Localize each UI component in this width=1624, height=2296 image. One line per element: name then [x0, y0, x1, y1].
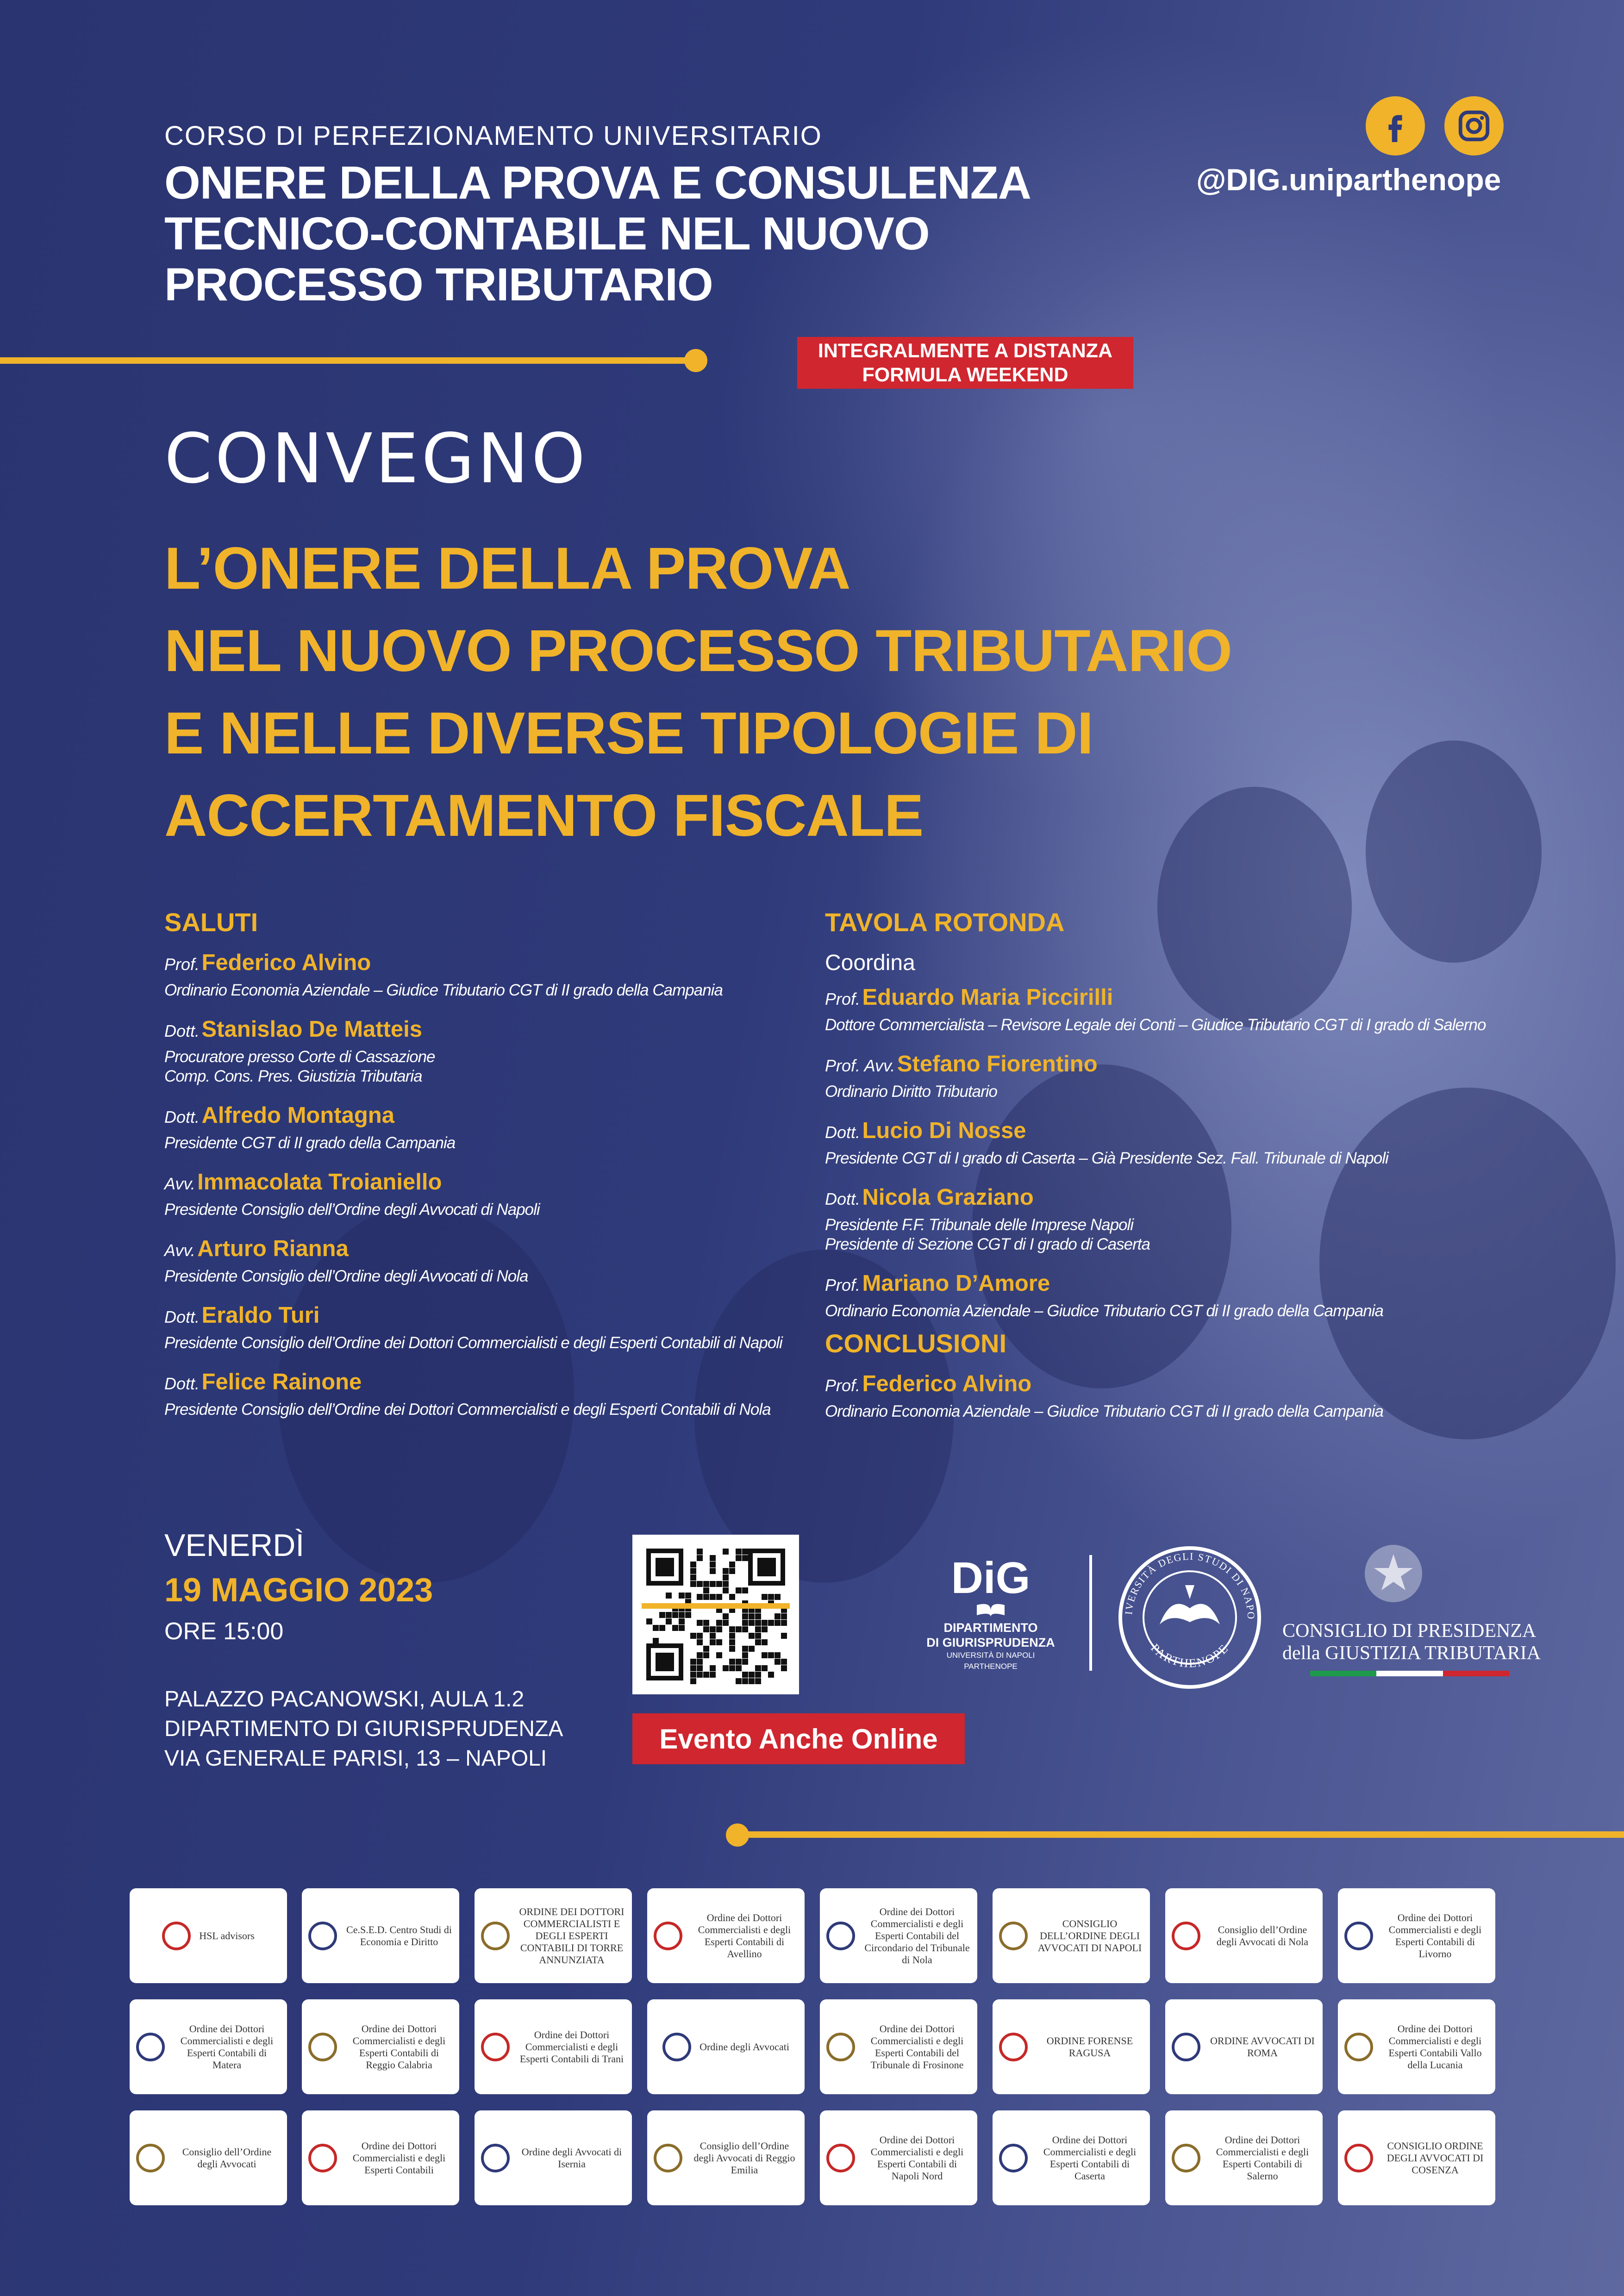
consiglio-line: della GIUSTIZIA TRIBUTARIA: [1282, 1643, 1541, 1664]
sponsor-emblem-icon: [479, 2142, 512, 2174]
speaker-role: Presidente Consiglio dell’Ordine dei Dottori Commercialisti e degli Esperti Contabili di Napoli: [164, 1334, 782, 1352]
speaker-name-line: [825, 1371, 1589, 1402]
speaker-name: Federico Alvino: [201, 950, 371, 975]
event-date: 19 MAGGIO 2023: [164, 1572, 433, 1609]
sponsor-logo: [1338, 2110, 1495, 2205]
speaker-name: Eraldo Turi: [201, 1303, 320, 1328]
sponsor-emblem-icon: [134, 2031, 167, 2063]
sponsor-name: Ordine dei Dottori Commercialisti e degli Esperti Contabili di Livorno: [1388, 1911, 1482, 1960]
speaker-title: Dott.: [164, 1374, 200, 1393]
sponsor-name: CONSIGLIO DELL’ORDINE DEGLI AVVOCATI DI NAPOLI: [1037, 1917, 1142, 1954]
speaker-entry: [164, 1170, 836, 1220]
sponsor-emblem-icon: [306, 2031, 339, 2063]
sponsor-emblem-icon: [1170, 2142, 1202, 2174]
sponsor-logo: [1165, 1888, 1323, 1983]
sponsor-logo: [1165, 2110, 1323, 2205]
speaker-role: Presidente di Sezione CGT di I grado di Caserta: [825, 1235, 1150, 1253]
sponsor-logo: [475, 1999, 632, 2094]
online-event-badge: Evento Anche Online: [632, 1713, 965, 1764]
course-label: CORSO DI PERFEZIONAMENTO UNIVERSITARIO: [164, 121, 822, 151]
speaker-role: Dottore Commercialista – Revisore Legale dei Conti – Giudice Tributario CGT di I grado di Salerno: [825, 1016, 1486, 1034]
sponsor-logo: [993, 1888, 1150, 1983]
speaker-name-line: [164, 950, 836, 981]
dig-logo: [921, 1555, 1060, 1672]
saluti-heading: SALUTI: [164, 908, 258, 937]
speaker-entry: [825, 1271, 1589, 1321]
sponsor-logo: [475, 1888, 632, 1983]
speaker-name: Eduardo Maria Piccirilli: [862, 985, 1113, 1010]
coordina-label: Coordina: [825, 951, 915, 975]
tavola-heading: TAVOLA ROTONDA: [825, 908, 1065, 937]
speaker-role: Procuratore presso Corte di Cassazione: [164, 1048, 435, 1066]
dig-line: UNIVERSITÀ DI NAPOLI PARTHENOPE: [946, 1651, 1035, 1671]
sponsor-name: Ordine degli Avvocati: [700, 2041, 789, 2053]
event-title-line: L’ONERE DELLA PROVA: [164, 535, 850, 602]
speaker-entry: [164, 1369, 836, 1419]
sponsor-emblem-icon: [1170, 1920, 1202, 1952]
sponsor-logo: [130, 1999, 287, 2094]
speaker-entry: [825, 985, 1589, 1035]
sponsor-logo: [647, 1999, 805, 2094]
sponsor-emblem-icon: [1343, 2031, 1375, 2063]
sponsor-emblem-icon: [997, 1920, 1030, 1952]
sponsor-name: ORDINE DEI DOTTORI COMMERCIALISTI E DEGLI ESPERTI CONTABILI DI TORRE ANNUNZIATA: [519, 1905, 625, 1966]
sponsor-name: Ordine dei Dottori Commercialisti e degli Esperti Contabili del Circondario del Tribunale di Nola: [864, 1905, 970, 1966]
course-title: [164, 157, 1090, 310]
speaker-entry: [164, 1236, 836, 1286]
sponsor-name: CONSIGLIO ORDINE DEGLI AVVOCATI DI COSENZA: [1387, 2140, 1484, 2176]
italian-flag-stripe: [1310, 1671, 1509, 1676]
sponsor-logo: [820, 1999, 977, 2094]
event-venue: [164, 1685, 563, 1773]
venue-line: PALAZZO PACANOWSKI, AULA 1.2: [164, 1687, 525, 1711]
seal-text: IVERSITÀ DEGLI STUDI DI NAPO: [1123, 1550, 1257, 1620]
speaker-entry: [825, 1052, 1589, 1101]
event-title: [164, 528, 1414, 857]
speaker-title: Prof. Avv.: [825, 1056, 895, 1075]
sponsor-logo: [130, 1888, 287, 1983]
speaker-role: Presidente Consiglio dell’Ordine degli Avvocati di Napoli: [164, 1201, 540, 1219]
format-badge-line: FORMULA WEEKEND: [862, 364, 1068, 386]
speaker-name-line: [825, 1118, 1589, 1149]
sponsor-logo: [1338, 1888, 1495, 1983]
sponsor-logo: [302, 1888, 459, 1983]
speaker-name-line: [825, 985, 1589, 1015]
speaker-name-line: [825, 1052, 1589, 1082]
emblem-icon: [1356, 1541, 1430, 1611]
gold-divider: [0, 357, 694, 364]
sponsor-name: Consiglio dell’Ordine degli Avvocati di Reggio Emilia: [693, 2140, 795, 2176]
speaker-title: Dott.: [164, 1108, 200, 1126]
speaker-entry: [164, 1103, 836, 1153]
sponsor-name: Ordine dei Dottori Commercialisti e degli Esperti Contabili: [352, 2140, 446, 2176]
speaker-role: Ordinario Economia Aziendale – Giudice Tributario CGT di II grado della Campania: [164, 981, 723, 999]
sponsor-emblem-icon: [824, 2142, 857, 2174]
sponsor-emblem-icon: [479, 1920, 512, 1952]
format-badge-line: INTEGRALMENTE A DISTANZA: [818, 340, 1113, 362]
speaker-entry: [825, 1371, 1589, 1421]
svg-text:PARTHENOPE: [1148, 1641, 1231, 1670]
course-title-line: ONERE DELLA PROVA E CONSULENZA: [164, 157, 1031, 209]
sponsor-logo: [302, 1999, 459, 2094]
sponsor-name: Ordine dei Dottori Commercialisti e degli Esperti Contabili di Reggio Calabria: [352, 2022, 446, 2071]
speaker-title: Dott.: [164, 1307, 200, 1326]
conclusioni-section: [825, 1328, 1589, 1438]
social-handle[interactable]: @DIG.uniparthenope: [1196, 162, 1501, 197]
gold-divider-dot: [726, 1823, 749, 1847]
speaker-title: Dott.: [164, 1021, 200, 1040]
sponsor-logo: [820, 2110, 977, 2205]
speaker-role: Presidente CGT di I grado di Caserta – Già Presidente Sez. Fall. Tribunale di Napoli: [825, 1149, 1388, 1167]
sponsor-name: HSL advisors: [199, 1929, 255, 1941]
qr-code[interactable]: [632, 1535, 799, 1694]
sponsor-name: Ordine dei Dottori Commercialisti e degli Esperti Contabili di Salerno: [1216, 2134, 1309, 2182]
speaker-name: Arturo Rianna: [197, 1236, 349, 1261]
speaker-name: Federico Alvino: [862, 1371, 1032, 1396]
conclusioni-heading: CONCLUSIONI: [825, 1329, 1006, 1358]
tavola-list: [825, 985, 1589, 1321]
speaker-entry: [164, 1017, 836, 1086]
course-title-line: TECNICO-CONTABILE NEL NUOVO: [164, 208, 930, 260]
event-title-line: E NELLE DIVERSE TIPOLOGIE DI: [164, 700, 1093, 766]
event-title-line: NEL NUOVO PROCESSO TRIBUTARIO: [164, 618, 1232, 684]
tavola-section: [825, 907, 1589, 1338]
speaker-name: Felice Rainone: [201, 1369, 362, 1394]
speaker-name: Stanislao De Matteis: [201, 1017, 423, 1042]
saluti-list: [164, 950, 836, 1419]
sponsor-emblem-icon: [997, 2142, 1030, 2174]
speaker-entry: [164, 1303, 836, 1353]
sponsor-name: Ordine dei Dottori Commercialisti e degli Esperti Contabili Vallo della Lucania: [1388, 2022, 1482, 2071]
speaker-name-line: [825, 1185, 1589, 1215]
sponsor-emblem-icon: [160, 1920, 193, 1952]
sponsor-logo: [302, 2110, 459, 2205]
sponsor-logo: [647, 2110, 805, 2205]
speaker-title: Dott.: [825, 1123, 861, 1142]
speaker-title: Prof.: [164, 955, 200, 974]
speaker-entry: [825, 1185, 1589, 1254]
speaker-title: Prof.: [825, 1276, 861, 1294]
speaker-name: Alfredo Montagna: [201, 1103, 394, 1128]
venue-line: DIPARTIMENTO DI GIURISPRUDENZA: [164, 1717, 563, 1741]
logo-divider: [1089, 1555, 1092, 1671]
speaker-name: Immacolata Troianiello: [197, 1170, 442, 1195]
sponsor-emblem-icon: [1170, 2031, 1202, 2063]
speaker-entry: [164, 950, 836, 1000]
consiglio-line: CONSIGLIO DI PRESIDENZA: [1282, 1620, 1537, 1642]
speaker-title: Prof.: [825, 989, 861, 1008]
sponsor-name: Ordine dei Dottori Commercialisti e degli Esperti Contabili di Avellino: [698, 1911, 791, 1960]
speaker-name-line: [825, 1271, 1589, 1301]
speaker-name: Lucio Di Nosse: [862, 1118, 1026, 1143]
dig-line: DI GIURISPRUDENZA: [926, 1636, 1055, 1649]
event-time: ORE 15:00: [164, 1618, 284, 1645]
instagram-icon[interactable]: [1444, 96, 1504, 156]
format-badge: [797, 337, 1133, 389]
sponsor-logo: [1338, 1999, 1495, 2094]
sponsor-emblem-icon: [1343, 1920, 1375, 1952]
gold-divider: [736, 1831, 1624, 1838]
sponsor-name: Consiglio dell’Ordine degli Avvocati: [182, 2146, 272, 2170]
speaker-name: Stefano Fiorentino: [897, 1052, 1098, 1076]
speaker-name-line: [164, 1103, 836, 1133]
sponsor-logo: [475, 2110, 632, 2205]
facebook-icon[interactable]: [1366, 96, 1425, 156]
sponsor-name: Ce.S.E.D. Centro Studi di Economia e Diritto: [346, 1923, 452, 1948]
dig-book-icon: [974, 1601, 1007, 1618]
speaker-role: Ordinario Economia Aziendale – Giudice Tributario CGT di II grado della Campania: [825, 1302, 1383, 1320]
sponsor-emblem-icon: [306, 1920, 339, 1952]
course-title-line: PROCESSO TRIBUTARIO: [164, 259, 713, 311]
speaker-title: Prof.: [825, 1376, 861, 1395]
speaker-role: Comp. Cons. Pres. Giustizia Tributaria: [164, 1067, 422, 1085]
dig-line: DIPARTIMENTO: [943, 1621, 1038, 1635]
sponsor-name: Ordine degli Avvocati di Isernia: [521, 2146, 622, 2170]
speaker-role: Presidente CGT di II grado della Campania: [164, 1134, 456, 1152]
sponsor-name: Consiglio dell’Ordine degli Avvocati di Nola: [1216, 1923, 1309, 1948]
speaker-role: Ordinario Economia Aziendale – Giudice Tributario CGT di II grado della Campania: [825, 1402, 1383, 1420]
sponsor-name: Ordine dei Dottori Commercialisti e degli Esperti Contabili di Caserta: [1043, 2134, 1137, 2182]
sponsor-logo: [820, 1888, 977, 1983]
sponsor-logo: [130, 2110, 287, 2205]
speaker-role: Presidente Consiglio dell’Ordine dei Dottori Commercialisti e degli Esperti Contabili di Nola: [164, 1400, 771, 1419]
gold-divider-dot: [684, 349, 707, 372]
speaker-entry: [825, 1118, 1589, 1168]
sponsor-logo: [993, 2110, 1150, 2205]
speaker-role: Presidente F.F. Tribunale delle Imprese Napoli: [825, 1216, 1134, 1234]
sponsor-name: Ordine dei Dottori Commercialisti e degli Esperti Contabili di Trani: [519, 2028, 624, 2065]
speaker-name-line: [164, 1017, 836, 1047]
speaker-title: Dott.: [825, 1189, 861, 1208]
sponsor-emblem-icon: [652, 2142, 684, 2174]
sponsor-emblem-icon: [824, 2031, 857, 2063]
sponsor-emblem-icon: [661, 2031, 693, 2063]
sponsor-emblem-icon: [652, 1920, 684, 1952]
speaker-title: Avv.: [164, 1241, 195, 1260]
speaker-name-line: [164, 1236, 836, 1267]
seal-text: PARTHENOPE: [1148, 1641, 1231, 1670]
sponsor-emblem-icon: [306, 2142, 339, 2174]
dig-acronym: DiG: [951, 1553, 1031, 1603]
sponsor-name: ORDINE FORENSE RAGUSA: [1046, 2035, 1133, 2059]
saluti-section: [164, 907, 836, 1436]
sponsor-emblem-icon: [997, 2031, 1030, 2063]
event-type: CONVEGNO: [164, 419, 588, 498]
conclusioni-list: [825, 1371, 1589, 1421]
sponsor-name: Ordine dei Dottori Commercialisti e degli Esperti Contabili di Matera: [180, 2022, 274, 2071]
speaker-name-line: [164, 1303, 836, 1333]
speaker-name: Mariano D’Amore: [862, 1271, 1050, 1296]
speaker-title: Avv.: [164, 1174, 195, 1193]
speaker-name-line: [164, 1369, 836, 1400]
event-day: VENERDÌ: [164, 1528, 305, 1563]
speaker-name-line: [164, 1170, 836, 1200]
sponsor-logo: [647, 1888, 805, 1983]
event-title-line: ACCERTAMENTO FISCALE: [164, 783, 924, 849]
sponsor-name: Ordine dei Dottori Commercialisti e degli Esperti Contabili del Tribunale di Frosinone: [870, 2022, 964, 2071]
sponsor-emblem-icon: [1343, 2142, 1375, 2174]
speaker-name: Nicola Graziano: [862, 1185, 1034, 1210]
sponsor-logo: [993, 1999, 1150, 2094]
venue-line: VIA GENERALE PARISI, 13 – NAPOLI: [164, 1746, 547, 1771]
sponsor-emblem-icon: [824, 1920, 857, 1952]
speaker-role: Ordinario Diritto Tributario: [825, 1083, 998, 1101]
sponsor-name: ORDINE AVVOCATI DI ROMA: [1210, 2035, 1315, 2059]
sponsor-logo: [1165, 1999, 1323, 2094]
speaker-role: Presidente Consiglio dell’Ordine degli Avvocati di Nola: [164, 1267, 528, 1285]
sponsor-emblem-icon: [134, 2142, 167, 2174]
sponsor-name: Ordine dei Dottori Commercialisti e degli Esperti Contabili di Napoli Nord: [870, 2134, 964, 2182]
sponsor-emblem-icon: [479, 2031, 512, 2063]
parthenope-seal: [1116, 1543, 1264, 1692]
